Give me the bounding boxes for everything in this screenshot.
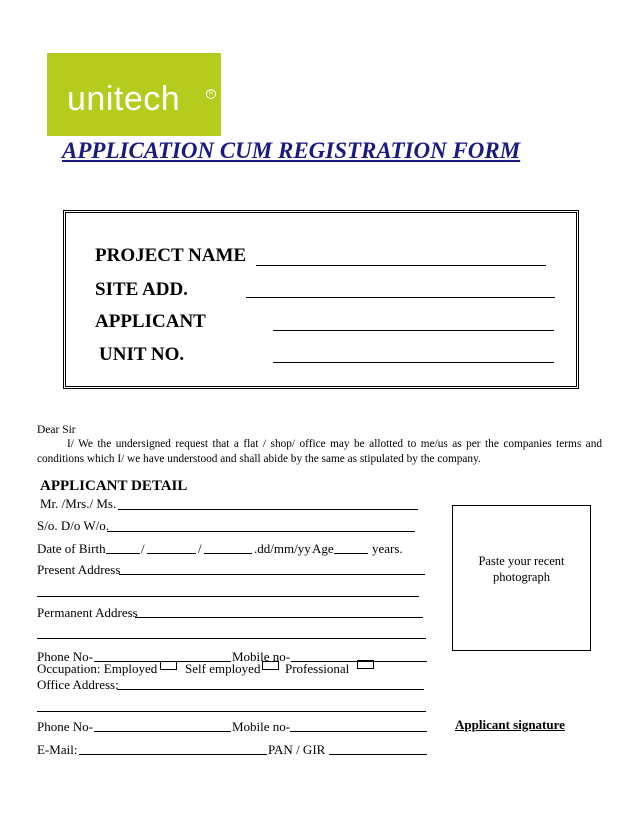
relation-label: S/o. D/o W/o. <box>37 518 109 533</box>
applicant-detail-heading: APPLICANT DETAIL <box>40 478 188 494</box>
salutation: Dear Sir <box>37 424 76 436</box>
dob-day-field[interactable] <box>106 553 140 554</box>
project-name-label: PROJECT NAME <box>95 245 247 266</box>
office-address-label: Office Address: <box>37 677 119 692</box>
permanent-address-field-2[interactable] <box>37 638 426 639</box>
dob-sep-1: / <box>141 541 145 556</box>
dob-sep-2: / <box>198 541 202 556</box>
registered-mark: R <box>206 89 216 99</box>
present-address-label: Present Address <box>37 562 121 577</box>
form-title: APPLICATION CUM REGISTRATION FORM <box>62 138 521 163</box>
mobile-label: Mobile no- <box>232 649 291 664</box>
phone-label: Phone No- <box>37 649 93 664</box>
project-info-box <box>63 210 579 389</box>
years-label: years. <box>372 541 403 556</box>
age-field[interactable] <box>334 553 368 554</box>
name-label: Mr. /Mrs./ Ms. <box>40 496 117 511</box>
office-address-field[interactable] <box>117 689 424 690</box>
dob-year-field[interactable] <box>204 553 252 554</box>
self-employed-label: Self employed <box>185 661 261 676</box>
phone-label-2: Phone No- <box>37 719 93 734</box>
mobile-label-2: Mobile no- <box>232 719 291 734</box>
applicant-label: APPLICANT <box>95 311 206 332</box>
email-label: E-Mail: <box>37 742 78 757</box>
email-field[interactable] <box>79 754 267 755</box>
photo-instructions <box>453 553 590 585</box>
dob-month-field[interactable] <box>147 553 196 554</box>
declaration-text: I/ We the undersigned request that a flat / shop/ office may be allotted to me/us as per the companies terms and conditions which I/ we have understood and shall abide by the same as stipulated by the company. <box>37 438 602 465</box>
company-logo <box>47 53 221 136</box>
name-field[interactable] <box>118 509 418 510</box>
professional-checkbox[interactable] <box>357 660 374 669</box>
employed-checkbox[interactable] <box>160 661 177 670</box>
office-address-field-2[interactable] <box>37 711 426 712</box>
pan-field[interactable] <box>329 754 427 755</box>
unit-no-label: UNIT NO. <box>99 344 185 365</box>
permanent-address-label: Permanent Address <box>37 605 138 620</box>
relation-field[interactable] <box>107 531 415 532</box>
pan-label: PAN / GIR <box>268 742 326 757</box>
applicant-field[interactable] <box>273 330 554 331</box>
dob-label: Date of Birth <box>37 541 106 556</box>
photo-box[interactable] <box>452 505 591 651</box>
mobile-field-2[interactable] <box>290 731 427 732</box>
permanent-address-field[interactable] <box>135 617 423 618</box>
applicant-signature-label: Applicant signature <box>455 717 565 732</box>
photo-line-1: Paste your recent <box>478 554 565 568</box>
site-add-field[interactable] <box>246 297 555 298</box>
project-name-field[interactable] <box>256 265 546 266</box>
site-add-label: SITE ADD. <box>95 279 188 300</box>
professional-label: Professional <box>285 661 350 676</box>
occupation-label: Occupation: Employed <box>37 661 158 676</box>
phone-field-2[interactable] <box>94 731 231 732</box>
present-address-field-2[interactable] <box>37 596 419 597</box>
present-address-field[interactable] <box>119 574 425 575</box>
unit-no-field[interactable] <box>273 362 554 363</box>
dob-format: .dd/mm/yy <box>254 541 311 556</box>
photo-line-2: photograph <box>493 570 550 584</box>
logo-wordmark: unitech <box>67 80 181 118</box>
self-employed-checkbox[interactable] <box>262 661 279 670</box>
age-label: Age <box>312 541 334 556</box>
